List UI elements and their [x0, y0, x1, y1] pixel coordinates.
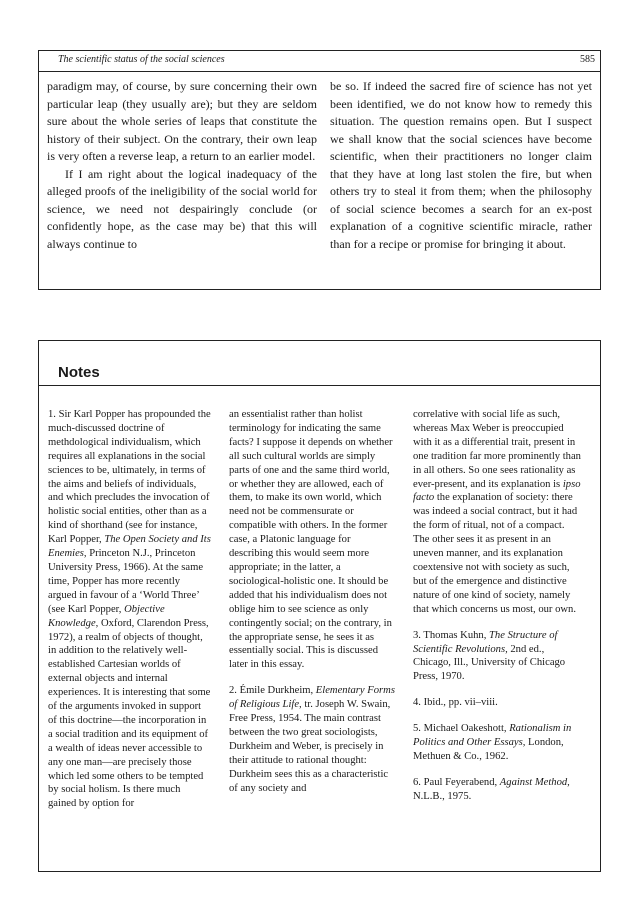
note-1: 1. Sir Karl Popper has propounded the much-discussed doctrine of methdological individualism, which requires all explanations in the social sciences to be, ultimately, in terms of the aims and beliefs of individuals, and which precludes the invocation of holistic social entities, other than as a kind of shorthand (see for instance, Karl Popper, The Open Society and Its Enemies, Princeton N.J., Princeton University Press, 1966). At the same time, Popper has more recently argued in favour of a ‘World Three’ (see Karl Popper, Objective Knowledge, Oxford, Clarendon Press, 1972), a realm of objects of thought, in addition to the relatively well-established Cartesian worlds of external objects and internal experiences. It is interesting that some of the arguments invoked in support of this doctrine—the incorporation in a social tradition and its equipment of a wealth of ideas never accessible to any one man—are precisely those which led some others to be tempted by social holism. Is there much gained by option for — [48, 409, 211, 810]
note-2: 2. Émile Durkheim, Elementary Forms of Religious Life, tr. Joseph W. Swain, Free Press, 1954. The main contrast between the two great sociologists, Durkheim and Weber, is precisely in their attitude to rational thought: Durkheim sees this as a characteristic of any society and — [229, 685, 395, 794]
body-column-right — [330, 78, 592, 253]
notes-column-1 — [48, 408, 211, 823]
body-paragraph: paradigm may, of course, by sure concerning their own particular leap (they usually are); but they are seldom sure about the whole series of leaps that constitute the history of their subject. On the contrary, their own leap is very often a reverse leap, a return to an earlier model. — [47, 79, 317, 163]
page-number: 585 — [580, 54, 595, 65]
note-5: 5. Michael Oakeshott, Rationalism in Politics and Other Essays, London, Methuen & Co., 1962. — [413, 723, 572, 762]
note-3: 3. Thomas Kuhn, The Structure of Scientific Revolutions, 2nd ed., Chicago, Ill., University of Chicago Press, 1970. — [413, 629, 566, 683]
note-1-continued: an essentialist rather than holist terminology for indicating the same facts? I suppose it depends on whether all such cultural worlds are simply parts of one and the same third world, or whether they are allowed, each of them, to make its own world, which need not be commensurate or compatible with others. In the former case, a Platonic language for describing this would seem more appropriate; in the latter, a sociological-holistic one. It should be added that his individualism does not oblige him to see science as only contingently social; on the contrary, in the appropriate sense, he sees it as essentially social. This is discussed later in this essay. — [229, 409, 393, 671]
note-4: 4. Ibid., pp. vii–viii. — [413, 697, 498, 709]
notes-header — [38, 340, 601, 386]
note-2-continued: correlative with social life as such, whereas Max Weber is preoccupied with it as a differential trait, present in one tradition far more prominently than in all others. So one sees rationality as ever-present, and its explanation is ipso facto the explanation of society: there was indeed a social contract, but it had the form of ritual, not of a compact. The other sees it as present in an uneven manner, and its explanation coextensive not with society as such, but of the emergence and distinctive nature of one kind of society, namely that which concerns us most, our own. — [413, 409, 581, 615]
body-column-left — [47, 78, 317, 253]
notes-column-2 — [229, 408, 395, 807]
body-paragraph: be so. If indeed the sacred fire of science has not yet been identified, we do not know how to remedy this situation. The question remains open. But I suspect we shall know that the social sciences have become scientific, when their practitioners no longer claim that they have at long last stolen the fire, but when others try to steal it from them; when the philosophy of social science becomes a search for an ex-post explanation of a cognitive scientific miracle, rather than for a recipe or promise for bringing it about. — [330, 79, 592, 251]
notes-column-3 — [413, 408, 581, 816]
note-6: 6. Paul Feyerabend, Against Method, N.L.B., 1975. — [413, 776, 570, 802]
running-head — [38, 50, 601, 72]
notes-heading: Notes — [58, 364, 100, 381]
body-paragraph: If I am right about the logical inadequacy of the alleged proofs of the ineligibility of the social world for science, we need not despairingly conclude (or confidently hope, as the case may be) that this will always continue to — [47, 166, 317, 251]
running-title: The scientific status of the social sciences — [58, 54, 225, 65]
